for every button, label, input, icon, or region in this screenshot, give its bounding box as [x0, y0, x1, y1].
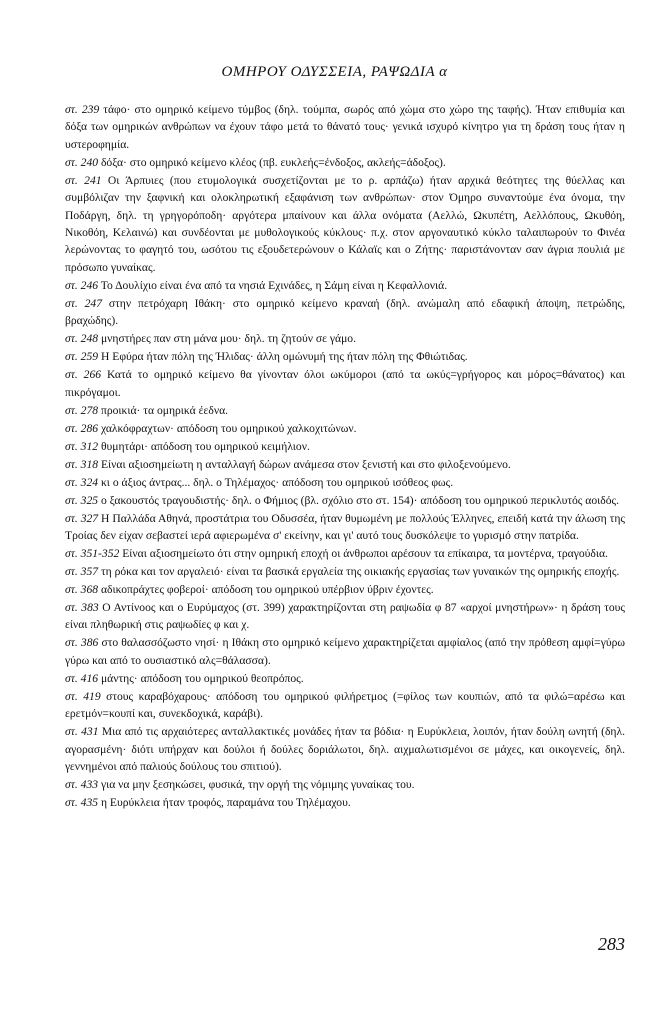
- note-text: ο ξακουστός τραγουδιστής· δηλ. ο Φήμιος (βλ. σχόλιο στο στ. 154)· απόδοση του ομηρικού περικλυτός αοιδός.: [98, 493, 619, 507]
- running-header: ΟΜΗΡΟΥ ΟΔΥΣΣΕΙΑ, ΡΑΨΩΔΙΑ α: [221, 64, 448, 80]
- note-item: [65, 794, 625, 811]
- note-line-ref: στ. 312: [65, 439, 99, 453]
- page-number: 283: [598, 934, 625, 954]
- note-line-ref: στ. 241: [65, 173, 102, 187]
- note-line-ref: στ. 351-352: [65, 547, 120, 561]
- note-line-ref: στ. 248: [65, 332, 99, 346]
- note-line-ref: στ. 240: [65, 155, 99, 169]
- note-item: [65, 295, 625, 330]
- note-text: στους καραβόχαρους· απόδοση του ομηρικού φιλήρετμος (=φίλος των κουπιών, από τα φιλώ=αρέσω και ερετμόν=κουπί και, συνεκδοχικά, καράβι).: [65, 689, 625, 721]
- note-text: Το Δουλίχιο είναι ένα από τα νησιά Εχινάδες, η Σάμη είναι η Κεφαλλονιά.: [98, 278, 448, 292]
- note-line-ref: στ. 416: [65, 671, 99, 685]
- note-text: η Ευρύκλεια ήταν τροφός, παραμάνα του Τηλέμαχου.: [98, 796, 351, 810]
- note-line-ref: στ. 325: [65, 493, 99, 507]
- note-line-ref: στ. 247: [65, 296, 103, 310]
- note-line-ref: στ. 324: [65, 475, 99, 489]
- note-text: Ο Αντίνοος και ο Ευρύμαχος (στ. 399) χαρακτηρίζονται στη ραψωδία φ 87 «αρχοί μνηστήρων»· η δράση τους είναι πληθωρική στις ραψωδίες φ και χ.: [65, 601, 625, 632]
- note-item: [65, 581, 625, 598]
- note-text: κι ο άξιος άντρας... δηλ. ο Τηλέμαχος· απόδοση του ομηρικού ισόθεος φως.: [98, 475, 454, 489]
- note-item: [65, 438, 625, 455]
- note-item: [65, 456, 625, 473]
- note-item: [65, 599, 625, 634]
- note-line-ref: στ. 383: [65, 601, 99, 615]
- note-line-ref: στ. 357: [65, 565, 99, 579]
- note-line-ref: στ. 368: [65, 583, 99, 597]
- commentary-notes: [65, 101, 625, 812]
- note-text: Μια από τις αρχαιότερες ανταλλακτικές μονάδες ήταν τα βόδια· η Ευρύκλεια, λοιπόν, ήταν δούλη ωνητή (δηλ. αγορασμένη· διότι υπήρχαν και δούλοι ή δούλες δοριάλωτοι, δηλ. αιχμαλωτισμένοι σε μάχες, και οικογενείς, δηλ. γεννημένοι από παλιούς δούλους του σπιτιού).: [65, 725, 626, 774]
- note-line-ref: στ. 431: [65, 725, 99, 739]
- note-item: [65, 474, 625, 491]
- note-item: [65, 563, 625, 580]
- note-text: στο θαλασσόζωστο νησί· η Ιθάκη στο ομηρικό κείμενο χαρακτηρίζεται αμφίαλος (από την πρόθεση αμφί=γύρω γύρω και από το ουσιαστικό αλς=θάλασσα).: [65, 636, 625, 667]
- note-item: [65, 330, 625, 347]
- note-text: αδικοπράχτες φοβεροί· απόδοση του ομηρικού υπέρβιον ύβριν έχοντες.: [98, 583, 434, 597]
- note-item: [65, 688, 625, 723]
- note-line-ref: στ. 435: [65, 796, 99, 810]
- note-text: Οι Άρπυιες (που ετυμολογικά συσχετίζονται με το ρ. αρπάζω) ήταν αρχικά θεότητες της θύελλας και συμβόλιζαν την ξαφνική και ολοκληρωτική εξαφάνιση των ανθρώπων· στον Όμηρο συναντούμε ένα όνομα, την Ποδάργη, δηλ. τη γρηγορόποδη· αργότερα μπαίνουν και άλλα ονόματα (Αελλώ, Ωκυπέτη, Αελλόπους, Ωκυθόη, Νικοθόη, Κελαινώ) και συνδέονται με μυθολογικούς κύκλους· π.χ. στον αργοναυτικό κύκλο ταλαιπωρούν το Φινέα λερώνοντας το φαγητό του, ωσότου τις εξουδετερώνουν ο Κάλαϊς και ο Ζήτης· παριστάνονταν σαν άγρια πουλιά με πρόσωπο γυναίκας.: [65, 173, 625, 274]
- note-item: [65, 277, 625, 294]
- note-line-ref: στ. 433: [65, 778, 99, 792]
- note-text: στην πετρόχαρη Ιθάκη· στο ομηρικό κείμενο κραναή (δηλ. ανώμαλη από εδαφική άποψη, πετρώδης, βραχώδης).: [65, 296, 625, 328]
- note-line-ref: στ. 239: [65, 103, 100, 116]
- note-text: θυμητάρι· απόδοση του ομηρικού κειμήλιον.: [98, 439, 310, 453]
- note-item: [65, 154, 625, 171]
- note-item: [65, 670, 625, 687]
- note-item: [65, 101, 625, 153]
- note-text: δόξα· στο ομηρικό κείμενο κλέος (πβ. ευκλεής=ένδοξος, ακλεής=άδοξος).: [98, 155, 446, 169]
- note-item: [65, 348, 625, 365]
- note-item: [65, 545, 625, 562]
- note-text: προικιά· τα ομηρικά έεδνα.: [98, 403, 229, 417]
- note-text: μνηστήρες παν στη μάνα μου· δηλ. τη ζητούν σε γάμο.: [98, 332, 356, 346]
- note-text: Κατά το ομηρικό κείμενο θα γίνονταν όλοι ωκύμοροι (από τα ωκύς=γρήγορος και μόρος=θάνατος) και πικρόγαμοι.: [65, 368, 625, 399]
- note-text: Είναι αξιοσημείωτο ότι στην ομηρική εποχή οι άνθρωποι αρέσουν τα επίκαιρα, τα μοντέρνα, τραγούδια.: [119, 547, 608, 561]
- note-item: [65, 366, 625, 401]
- note-text: Η Παλλάδα Αθηνά, προστάτρια του Οδυσσέα, ήταν θυμωμένη με πολλούς Έλληνες, επειδή κατά την άλωση της Τροίας δεν είχαν σεβαστεί ιερά αφιερωμένα σ' εκείνην, και γι' αυτό τους δυσκόλεψε το γυρισμό στην πατρίδα.: [65, 511, 625, 543]
- note-text: μάντης· απόδοση του ομηρικού θεοπρόπος.: [98, 671, 304, 685]
- note-text: τάφο· στο ομηρικό κείμενο τύμβος (δηλ. τούμπα, σωρός από χώμα στο χώρο της ταφής). Ήταν επιθυμία και δόξα των ομηρικών ανθρώπων να έχουν τάφο μετά το θάνατό τους· γενικά ισχυρό κίνητρο για τη δράση τους ήταν η υστεροφημία.: [65, 103, 625, 151]
- note-line-ref: στ. 266: [65, 368, 102, 382]
- note-line-ref: στ. 327: [65, 511, 99, 525]
- note-line-ref: στ. 246: [65, 278, 99, 292]
- note-text: τη ρόκα και τον αργαλειό· είναι τα βασικά εργαλεία της οικιακής εργασίας των γυναικών της ομηρικής εποχής.: [98, 565, 620, 579]
- note-line-ref: στ. 286: [65, 421, 99, 435]
- note-item: [65, 420, 625, 437]
- note-line-ref: στ. 278: [65, 403, 99, 417]
- note-line-ref: στ. 318: [65, 457, 99, 471]
- note-item: [65, 723, 625, 775]
- note-item: [65, 172, 625, 276]
- note-text: για να μην ξεσηκώσει, φυσικά, την οργή της νόμιμης γυναίκας του.: [98, 778, 415, 792]
- note-text: Η Εφύρα ήταν πόλη της Ήλιδας· άλλη ομώνυμή της ήταν πόλη της Φθιώτιδας.: [98, 350, 468, 364]
- note-item: [65, 776, 625, 793]
- note-line-ref: στ. 386: [65, 636, 99, 650]
- note-line-ref: στ. 419: [65, 689, 101, 703]
- note-line-ref: στ. 259: [65, 350, 99, 364]
- note-text: Είναι αξιοσημείωτη η ανταλλαγή δώρων ανάμεσα στον ξενιστή και στο φιλοξενούμενο.: [98, 457, 511, 471]
- note-text: χαλκόφραχτων· απόδοση του ομηρικού χαλκοχιτώνων.: [98, 421, 357, 435]
- note-item: [65, 402, 625, 419]
- note-item: [65, 634, 625, 669]
- note-item: [65, 510, 625, 545]
- note-item: [65, 492, 625, 509]
